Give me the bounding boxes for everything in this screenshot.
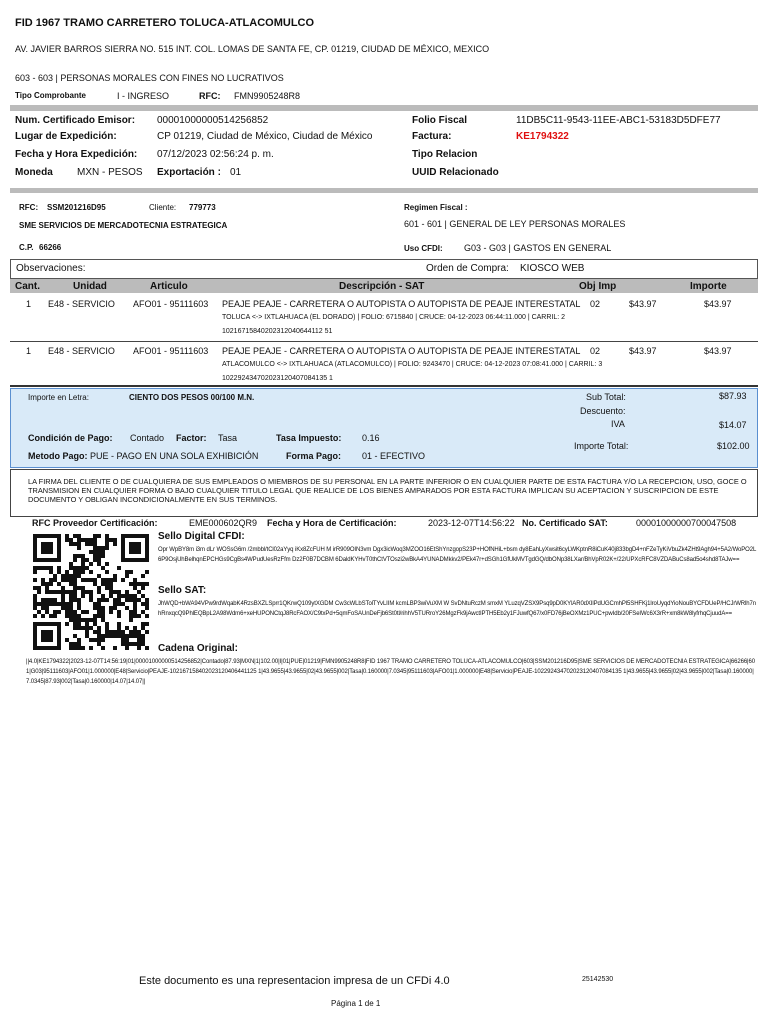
sello-sat-value: JhWQD+bWA94VPw9rdWqabK4RzsBXZLSprr1QKrwQ109ytXGDM Cw3cWLbSTolTYvLIIM kcmLBP3wiVuXM W SvDNtuRczM smxM YLuzqVZSX9Psq9pD0KYlAR0dXIlPdUGCmhPl5SHFKj1lroUyqdYioNouBYCFDUeP/HCJrWRlh7nhRnxqcQ9PhlEQBpL2A98Wdm6+xeHUPONCtqJ8RcFAOX/C9txPd+5qmFoSAUnDeFjb6St0tl/rihhV5TURroY26MgzFk9jAwctIPTH5Eb2y1FJuwfQ67/x0FD76jBeOXMz1PUC+pwIdb/20FSeIWc6X3rR+xm8kW8lyfrhqCjuudA== xyxy=(158,601,756,617)
orden-label: Orden de Compra: xyxy=(426,263,509,274)
row-importe: $43.97 xyxy=(704,346,732,356)
row-importe: $43.97 xyxy=(704,299,732,309)
client-cp: 66266 xyxy=(39,243,62,252)
observaciones-row xyxy=(10,259,758,279)
tasa-label: Tasa Impuesto: xyxy=(276,433,342,443)
cert-value: 00001000000514256852 xyxy=(157,115,269,126)
condicion-value: Contado xyxy=(130,433,165,443)
row-precio: $43.97 xyxy=(629,299,657,309)
subtotal-label: Sub Total: xyxy=(586,392,626,402)
letra-value: CIENTO DOS PESOS 00/100 M.N. xyxy=(129,393,255,402)
descuento-label: Descuento: xyxy=(580,406,626,416)
moneda-label: Moneda xyxy=(15,167,53,178)
qr-code-icon xyxy=(33,534,149,650)
subtotal-value: $87.93 xyxy=(719,391,747,401)
col-articulo: Articulo xyxy=(150,281,188,292)
no-cert-sat-value: 00001000000700047508 xyxy=(636,518,737,528)
observaciones-label: Observaciones: xyxy=(16,263,86,274)
row-articulo: AFO01 - 95111603 xyxy=(133,299,209,309)
uso-cfdi-value: G03 - G03 | GASTOS EN GENERAL xyxy=(464,243,612,253)
row-descripcion: PEAJE PEAJE - CARRETERA O AUTOPISTA O AUTOPISTA DE PEAJE INTERESTATAL xyxy=(222,299,581,309)
footer-code: 25142530 xyxy=(582,976,614,983)
folio-label: Folio Fiscal xyxy=(412,115,468,126)
row-detail: TOLUCA <-> IXTLAHUACA (EL DORADO) | FOLIO: 6715840 | CRUCE: 04-12-2023 06:44:11.000 | CARRIL: 2 xyxy=(222,314,566,321)
lugar-label: Lugar de Expedición: xyxy=(15,131,117,142)
rfc-prov-label: RFC Proveedor Certificación: xyxy=(32,518,158,528)
metodo-label: Metodo Pago: xyxy=(28,451,88,461)
folio-value: 11DB5C11-9543-11EE-ABC1-53183D5DFE77 xyxy=(516,115,721,126)
moneda-value: MXN - PESOS xyxy=(77,167,143,178)
row-cant: 1 xyxy=(26,346,32,356)
cadena-label: Cadena Original: xyxy=(158,643,239,654)
regimen-label: Regimen Fiscal : xyxy=(404,203,468,212)
cadena-value: ||4.0|KE1794322|2023-12-07T14:56:19|01|00001000000514256852|Contado|87.93|MXN|1|102.00|I|01|PUE|01219|FMN9905248R8|FID 1967 TRAMO CARRETERO TOLUCA-ATLACOMULCO|603|SSM201216D95|SME SERVICIOS DE MERCADOTECNIA ESTRATEGICA|66266|601|G03|95111603|AFO01|1.000000|E48|Servicio|PEAJE-102167158402023120406441125 1|43.9655|43.9655|02|43.9655|002|Tasa|0.160000|7.0345|95111603|AFO01|1.000000|E48|Servicio|PEAJE-102292434702023120407084135 1|43.9655|43.9655|02|43.9655|002|Tasa|0.160000|7.0345|87.93|002|Tasa|0.160000|14.07|14.07|| xyxy=(26,659,755,685)
issuer-name: FID 1967 TRAMO CARRETERO TOLUCA-ATLACOMULCO xyxy=(15,17,315,29)
issuer-address: AV. JAVIER BARROS SIERRA NO. 515 INT. COL. LOMAS DE SANTA FE, CP. 01219, CIUDAD DE MÉXICO, MEXICO xyxy=(15,44,490,54)
forma-value: 01 - EFECTIVO xyxy=(362,451,426,461)
forma-label: Forma Pago: xyxy=(286,451,342,461)
row-cant: 1 xyxy=(26,299,32,309)
fecha-value: 07/12/2023 02:56:24 p. m. xyxy=(157,149,274,160)
cfdi-representation-note: Este documento es una representacion impresa de un CFDi 4.0 xyxy=(139,975,450,987)
factor-value: Tasa xyxy=(218,433,238,443)
col-descripcion: Descripción - SAT xyxy=(339,281,425,292)
no-cert-sat-label: No. Certificado SAT: xyxy=(522,518,608,528)
row-detail: ATLACOMULCO <-> IXTLAHUACA (ATLACOMULCO) | FOLIO: 9243470 | CRUCE: 04-12-2023 07:08:41.000 | CARRIL: 3 xyxy=(222,361,603,368)
condicion-label: Condición de Pago: xyxy=(28,433,113,443)
orden-value: KIOSCO WEB xyxy=(520,263,585,274)
fecha-label: Fecha y Hora Expedición: xyxy=(15,149,138,160)
client-cp-label: C.P. xyxy=(19,243,34,252)
col-obj-imp: Obj Imp xyxy=(579,281,617,292)
sello-cfdi-label: Sello Digital CFDI: xyxy=(158,531,245,542)
fecha-cert-label: Fecha y Hora de Certificación: xyxy=(267,518,397,528)
fecha-cert-value: 2023-12-07T14:56:22 xyxy=(428,518,515,528)
client-name: SME SERVICIOS DE MERCADOTECNIA ESTRATEGICA xyxy=(19,221,228,230)
row-unidad: E48 - SERVICIO xyxy=(48,346,115,356)
importe-total-value: $102.00 xyxy=(717,441,750,451)
cliente-value: 779773 xyxy=(189,203,216,212)
cliente-label: Cliente: xyxy=(149,203,177,212)
row-precio: $43.97 xyxy=(629,346,657,356)
uuid-relacionado-label: UUID Relacionado xyxy=(412,167,499,178)
row-unidad: E48 - SERVICIO xyxy=(48,299,115,309)
exportacion-value: 01 xyxy=(230,167,242,178)
row-detail-code: 102292434702023120407084135 1 xyxy=(222,375,333,382)
iva-value: $14.07 xyxy=(719,420,747,430)
uso-cfdi-label: Uso CFDI: xyxy=(404,244,443,253)
factura-label: Factura: xyxy=(412,131,452,142)
col-cant: Cant. xyxy=(15,281,40,292)
legal-text: LA FIRMA DEL CLIENTE O DE CUALQUIERA DE SUS EMPLEADOS O MIEMBROS DE SU PERSONAL EN LA PARTE INFERIOR O EN CUALQUIER PARTE DE ESTA FACTURA Y/O LA RECEPCION, USO, GOCE O TRANSMISION EN CUALQUIER FORMA O BAJO CUALQUIER TITULO LEGAL QUE REALICE DE LOS BIENES AMPARADOS POR ESTA FACTURA IMPLICAN SU ACEPTACION Y SUSCRIPCION DE ESTE DOCUMENTO Y OBLIGAN INCONDICIONALMENTE EN SUS TERMINOS. xyxy=(28,477,747,504)
row-articulo: AFO01 - 95111603 xyxy=(133,346,209,356)
sello-sat-label: Sello SAT: xyxy=(158,585,207,596)
row-divider xyxy=(10,341,758,342)
issuer-rfc: FMN9905248R8 xyxy=(234,91,301,101)
row-detail-code: 10216715840202312040644112 51 xyxy=(222,328,333,335)
issuer-regime: 603 - 603 | PERSONAS MORALES CON FINES NO LUCRATIVOS xyxy=(15,73,284,83)
tipo-comprobante-value: I - INGRESO xyxy=(117,91,170,101)
tipo-relacion-label: Tipo Relacion xyxy=(412,149,478,160)
factura-value: KE1794322 xyxy=(516,131,569,142)
lugar-value: CP 01219, Ciudad de México, Ciudad de México xyxy=(157,131,373,142)
tasa-value: 0.16 xyxy=(362,433,380,443)
client-rfc-label: RFC: xyxy=(19,203,39,212)
iva-label: IVA xyxy=(611,419,625,429)
issuer-rfc-label: RFC: xyxy=(199,91,221,101)
row-obj: 02 xyxy=(590,299,601,309)
row-obj: 02 xyxy=(590,346,601,356)
row-descripcion: PEAJE PEAJE - CARRETERA O AUTOPISTA O AUTOPISTA DE PEAJE INTERESTATAL xyxy=(222,346,581,356)
regimen-value: 601 - 601 | GENERAL DE LEY PERSONAS MORALES xyxy=(404,219,626,229)
col-importe: Importe xyxy=(690,281,727,292)
page-number: Página 1 de 1 xyxy=(331,999,381,1008)
metodo-value: PUE - PAGO EN UNA SOLA EXHIBICIÓN xyxy=(90,451,259,461)
factor-label: Factor: xyxy=(176,433,207,443)
rfc-prov-value: EME000602QR9 xyxy=(189,518,258,528)
col-unidad: Unidad xyxy=(73,281,107,292)
sello-cfdi-value: Opr WpBY8m i3m dLr WOSsG6m /2mbbl/tCl02aYyq iKx8ZcFUH M irR909OIN3vm Dgx3icWoq3MZOO16EtShYnzgopS23P+HOfNHiL+bsm dy8EahLyXwsit6cyLWKptnR8iCuK40j833bgD4+nFZeTyKiVbuZk4ZHt9Agh94+5A2/WoPO2L6P9OsjUhBelhqnEPCHGs9CgBs4WPudUesRzFfm Dz2F0B7DCBM 6DaldKYHvT0thCtVTOszi2wBkA4YUNADMkkv2/PEk47r+dSGh1GfUkMVTgdGQ/dbONp38LXar/BhVpR02K+/22/UPXcRFC8VZDABuCs8ad5o4shd8TAJw== xyxy=(158,547,757,563)
cert-label: Num. Certificado Emisor: xyxy=(15,115,136,126)
importe-total-label: Importe Total: xyxy=(574,441,629,451)
header-separator xyxy=(10,105,758,111)
letra-label: Importe en Letra: xyxy=(28,393,89,402)
exportacion-label: Exportación : xyxy=(157,167,221,178)
tipo-comprobante-label: Tipo Comprobante xyxy=(15,91,86,100)
client-rfc: SSM201216D95 xyxy=(47,203,106,212)
table-bottom-rule xyxy=(10,385,758,387)
client-separator xyxy=(10,188,758,193)
